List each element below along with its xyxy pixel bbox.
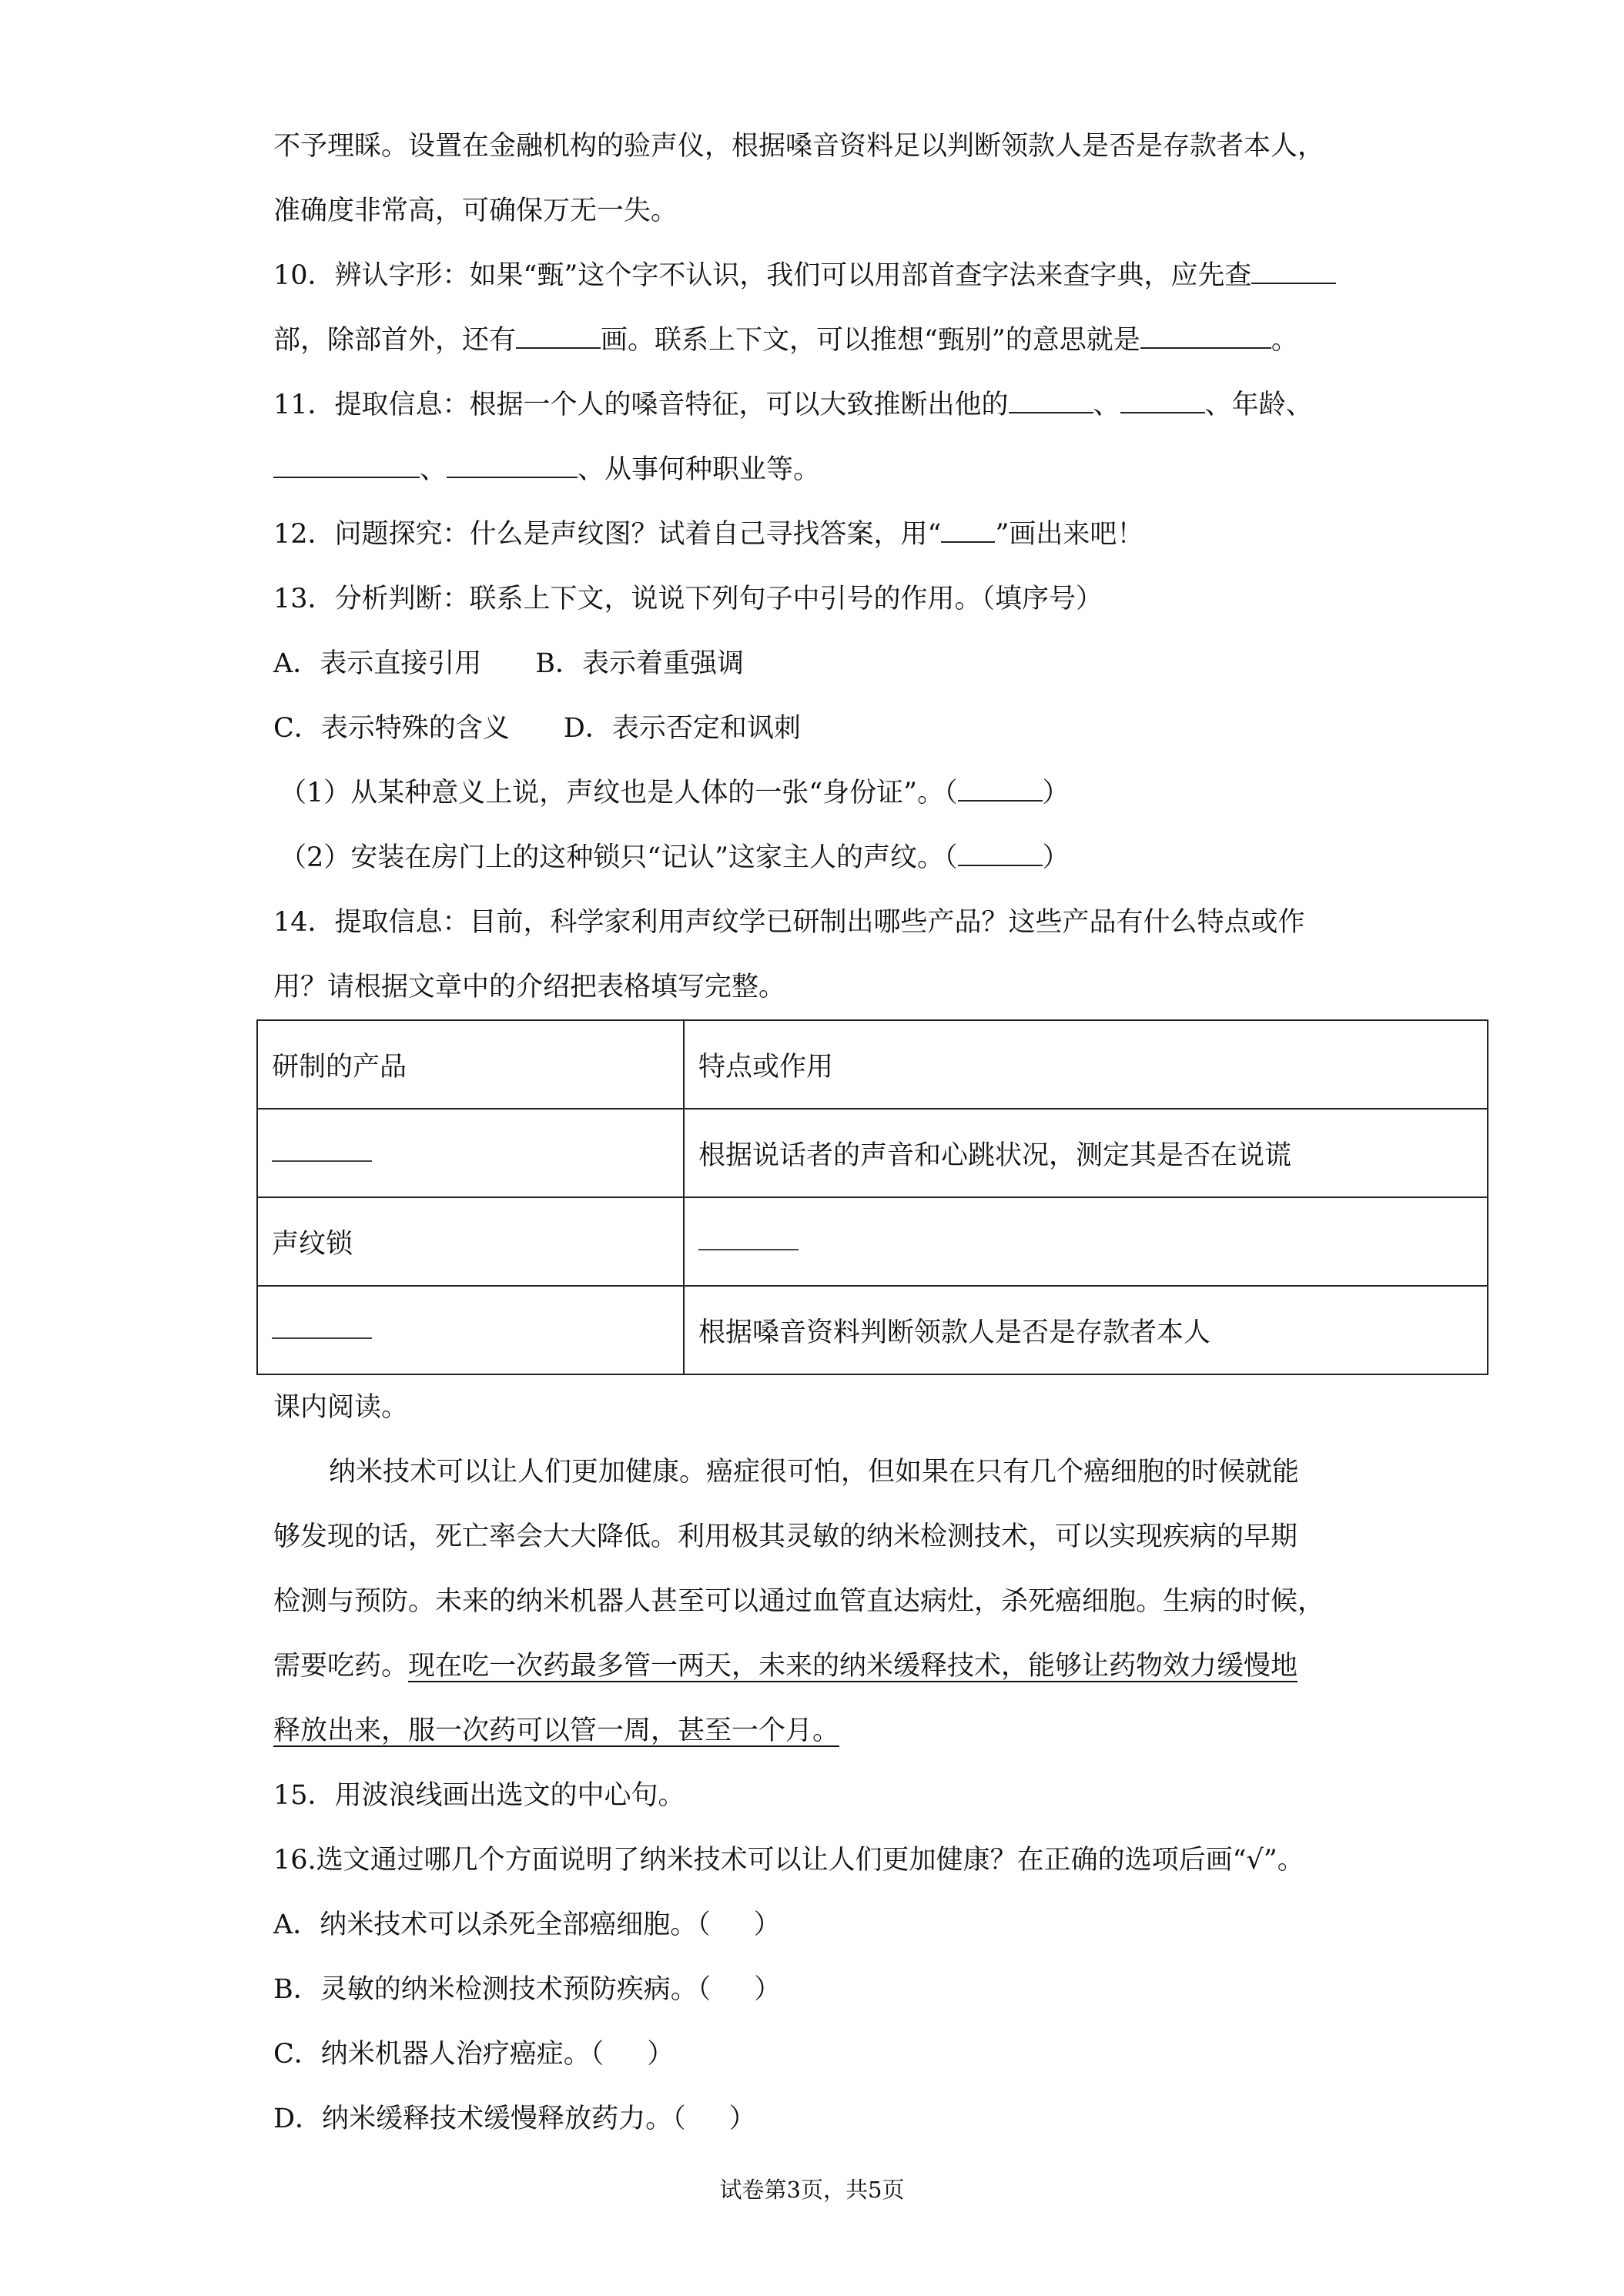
table-cell-blank[interactable] xyxy=(257,1109,684,1197)
option-text: A．纳米技术可以杀死全部癌细胞。（ xyxy=(273,1909,711,1940)
question-13-stem: 13．分析判断：联系上下文，说说下列句子中引号的作用。（填序号） xyxy=(273,584,1103,614)
table-row xyxy=(257,1286,1488,1374)
option-text: B．灵敏的纳米检测技术预防疾病。（ xyxy=(273,1974,712,2005)
underlined-sentence: 释放出来，服一次药可以管一周，甚至一个月。 xyxy=(273,1715,840,1746)
close-paren: ） xyxy=(1042,842,1070,873)
question-11-line-2 xyxy=(273,437,1367,502)
page-footer: 试卷第3页，共5页 xyxy=(719,2177,905,2203)
answer-blank[interactable] xyxy=(273,455,420,478)
table-row xyxy=(257,1197,1488,1286)
table-cell: 声纹锁 xyxy=(257,1197,684,1286)
question-10-text: 部，除部首外，还有 xyxy=(273,325,517,356)
question-13-options-cd xyxy=(273,696,1367,761)
close-paren: ） xyxy=(647,2039,675,2070)
product-table xyxy=(256,1019,1488,1375)
reading-line xyxy=(273,1634,1367,1699)
question-10-line-2 xyxy=(273,308,1367,373)
reading-line: 检测与预防。未来的纳米机器人甚至可以通过血管直达病灶，杀死癌细胞。生病的时候， xyxy=(273,1586,1325,1617)
answer-blank[interactable] xyxy=(272,1140,372,1162)
question-14-line-2: 用？请根据文章中的介绍把表格填写完整。 xyxy=(273,972,786,1002)
close-paren: ） xyxy=(753,1909,781,1940)
question-11-text: 、年龄、 xyxy=(1204,390,1313,420)
underlined-sentence: 现在吃一次药最多管一两天，未来的纳米缓释技术，能够让药物效力缓慢地 xyxy=(408,1651,1298,1682)
option-text: C．纳米机器人治疗癌症。（ xyxy=(273,2039,604,2070)
passage-line: 不予理睬。设置在金融机构的验声仪，根据嗓音资料足以判断领款人是否是存款者本人， xyxy=(273,131,1325,162)
question-12-text: ”画出来吧！ xyxy=(995,519,1144,550)
answer-blank xyxy=(941,520,995,543)
question-12-text: 12．问题探究：什么是声纹图？试着自己寻找答案，用“ xyxy=(273,519,942,550)
reading-line: 纳米技术可以让人们更加健康。癌症很可怕，但如果在只有几个癌细胞的时候就能 xyxy=(329,1457,1300,1488)
passage-line: 准确度非常高，可确保万无一失。 xyxy=(273,196,678,226)
item-text: （2）安装在房门上的这种锁只“记认”这家主人的声纹。（ xyxy=(280,842,958,873)
table-cell-blank[interactable] xyxy=(257,1286,684,1374)
reading-text: 需要吃药。 xyxy=(273,1651,409,1682)
reading-line xyxy=(273,1699,1367,1763)
option-text: D．纳米缓释技术缓慢释放药力。（ xyxy=(273,2104,686,2134)
answer-blank[interactable] xyxy=(272,1317,372,1339)
answer-blank[interactable] xyxy=(1120,390,1205,413)
answer-blank[interactable] xyxy=(516,326,601,349)
table-header-cell: 特点或作用 xyxy=(684,1020,1488,1109)
table-cell-blank[interactable] xyxy=(684,1197,1488,1286)
answer-blank[interactable] xyxy=(958,843,1043,866)
separator: 、 xyxy=(1093,390,1120,420)
question-10-text: 画。联系上下文，可以推想“甄别”的意思就是 xyxy=(601,325,1140,356)
question-15: 15．用波浪线画出选文的中心句。 xyxy=(273,1780,685,1811)
reading-heading: 课内阅读。 xyxy=(273,1392,409,1423)
question-11-text: 11．提取信息：根据一个人的嗓音特征，可以大致推断出他的 xyxy=(273,390,1009,420)
option-c: C．表示特殊的含义 xyxy=(273,713,510,744)
answer-blank[interactable] xyxy=(958,778,1043,802)
question-13-options-ab xyxy=(273,631,1367,696)
question-14-line-1: 14．提取信息：目前，科学家利用声纹学已研制出哪些产品？这些产品有什么特点或作 xyxy=(273,907,1305,938)
question-16-option-b xyxy=(273,1957,1367,2022)
question-12 xyxy=(273,502,1367,567)
table-cell: 根据嗓音资料判断领款人是否是存款者本人 xyxy=(684,1286,1488,1374)
reading-line: 够发现的话，死亡率会大大降低。利用极其灵敏的纳米检测技术，可以实现疾病的早期 xyxy=(273,1521,1298,1552)
question-16-option-c xyxy=(273,2022,1367,2087)
question-11-text: 、从事何种职业等。 xyxy=(578,454,821,485)
answer-blank[interactable] xyxy=(698,1229,799,1250)
question-16-option-d xyxy=(273,2087,1367,2151)
table-header-row xyxy=(257,1020,1488,1109)
answer-blank[interactable] xyxy=(447,455,578,478)
question-10-line-1 xyxy=(273,243,1367,308)
page-content xyxy=(273,114,1367,2151)
item-text: （1）从某种意义上说，声纹也是人体的一张“身份证”。（ xyxy=(280,778,958,808)
answer-blank[interactable] xyxy=(1009,390,1093,413)
question-13-item-1 xyxy=(273,761,1367,825)
question-16-stem: 16.选文通过哪几个方面说明了纳米技术可以让人们更加健康？在正确的选项后画“√”。 xyxy=(273,1845,1304,1876)
close-paren: ） xyxy=(1042,778,1070,808)
answer-blank[interactable] xyxy=(1140,326,1271,349)
option-b: B．表示着重强调 xyxy=(535,648,745,679)
option-a: A．表示直接引用 xyxy=(273,648,482,679)
question-10-text: 10．辨认字形：如果“甄”这个字不认识，我们可以用部首查字法来查字典，应先查 xyxy=(273,260,1252,291)
question-10-text: 。 xyxy=(1271,325,1298,356)
option-d: D．表示否定和讽刺 xyxy=(563,713,801,744)
separator: 、 xyxy=(420,454,447,485)
table-cell: 根据说话者的声音和心跳状况，测定其是否在说谎 xyxy=(684,1109,1488,1197)
table-header-cell: 研制的产品 xyxy=(257,1020,684,1109)
question-13-item-2 xyxy=(273,825,1367,890)
table-row xyxy=(257,1109,1488,1197)
question-16-option-a xyxy=(273,1893,1367,1957)
close-paren: ） xyxy=(754,1974,782,2005)
question-11-line-1 xyxy=(273,373,1367,437)
answer-blank[interactable] xyxy=(1251,261,1336,284)
close-paren: ） xyxy=(728,2104,756,2134)
